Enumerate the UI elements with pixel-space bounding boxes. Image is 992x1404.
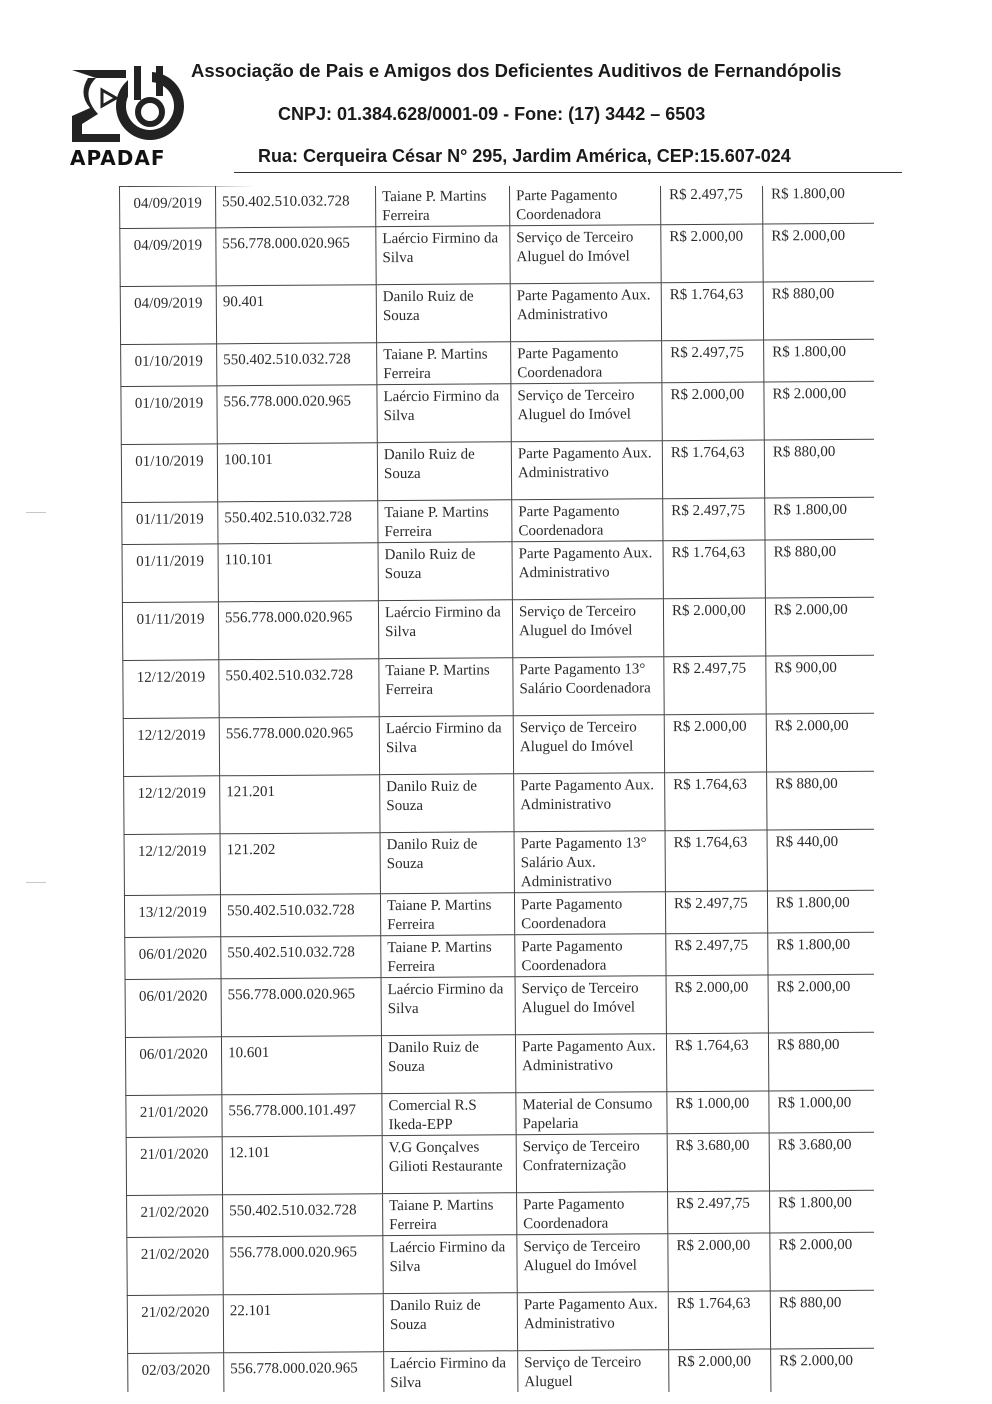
table-row [124, 890, 874, 937]
document-number-cell: 556.778.000.020.965 [218, 601, 378, 660]
document-number-cell: 121.201 [220, 775, 380, 834]
payee-name-cell: Laércio Firmino da Silva [379, 716, 513, 775]
table-row [125, 1032, 874, 1095]
total-amount-cell: R$ 2.497,75 [662, 340, 764, 383]
payee-name-cell: Laércio Firmino da Silva [378, 600, 512, 659]
payment-date-cell: 21/01/2020 [126, 1095, 222, 1138]
document-number-cell: 556.778.000.020.965 [217, 385, 377, 444]
document-number-cell: 121.202 [220, 833, 380, 895]
table-row [128, 1348, 874, 1392]
payment-date-cell: 01/11/2019 [122, 544, 218, 603]
payment-description-cell: Serviço de Terceiro Aluguel do Imóvel [511, 383, 662, 442]
paid-amount-cell: R$ 440,00 [767, 829, 874, 891]
document-number-cell: 556.778.000.101.497 [222, 1094, 382, 1137]
table-row [125, 932, 874, 979]
payment-description-cell: Serviço de Terceiro Aluguel do Imóvel [515, 976, 666, 1035]
total-amount-cell: R$ 1.764,63 [665, 830, 767, 892]
total-amount-cell: R$ 2.000,00 [668, 1233, 770, 1292]
total-amount-cell: R$ 2.497,75 [664, 656, 766, 715]
payment-date-cell: 04/09/2019 [120, 186, 216, 228]
scan-mark [26, 512, 46, 513]
paid-amount-cell: R$ 1.800,00 [768, 932, 874, 975]
payment-description-cell: Serviço de Terceiro Aluguel do Imóvel [510, 225, 661, 284]
payee-name-cell: V.G Gonçalves Gilioti Restaurante [382, 1135, 516, 1194]
document-number-cell: 100.101 [217, 443, 377, 502]
payee-name-cell: Laércio Firmino da Silva [376, 226, 510, 285]
payment-description-cell: Serviço de Terceiro Aluguel do Imóvel [517, 1234, 668, 1293]
payment-description-cell: Parte Pagamento Coordenadora [512, 499, 663, 542]
table-row [124, 829, 874, 895]
total-amount-cell: R$ 2.000,00 [663, 598, 765, 657]
payment-date-cell: 01/11/2019 [122, 502, 218, 545]
payee-name-cell: Laércio Firmino da Silva [381, 977, 515, 1036]
payment-date-cell: 21/02/2020 [127, 1295, 223, 1354]
table-row [121, 339, 874, 386]
payee-name-cell: Taiane P. Martins Ferreira [375, 186, 509, 227]
document-number-cell: 556.778.000.020.965 [223, 1236, 383, 1295]
payee-name-cell: Laércio Firmino da Silva [383, 1235, 517, 1294]
total-amount-cell: R$ 1.764,63 [662, 440, 764, 499]
document-number-cell: 550.402.510.032.728 [219, 659, 379, 718]
payment-date-cell: 12/12/2019 [123, 718, 219, 777]
table-row [127, 1290, 874, 1353]
payee-name-cell: Danilo Ruiz de Souza [383, 1293, 517, 1352]
paid-amount-cell: R$ 880,00 [770, 1290, 874, 1349]
paid-amount-cell: R$ 1.800,00 [762, 186, 874, 224]
paid-amount-cell: R$ 880,00 [767, 771, 874, 830]
paid-amount-cell: R$ 3.680,00 [769, 1132, 874, 1191]
payee-name-cell: Danilo Ruiz de Souza [380, 774, 514, 833]
total-amount-cell: R$ 2.000,00 [666, 975, 768, 1034]
total-amount-cell: R$ 1.000,00 [667, 1091, 769, 1134]
payment-date-cell: 13/12/2019 [124, 895, 220, 938]
payment-description-cell: Parte Pagamento Aux. Administrativo [511, 441, 662, 500]
payment-description-cell: Parte Pagamento Coordenadora [515, 934, 666, 977]
payment-date-cell: 01/10/2019 [121, 444, 217, 503]
paid-amount-cell: R$ 880,00 [764, 439, 874, 498]
payee-name-cell: Danilo Ruiz de Souza [381, 1035, 515, 1094]
payment-date-cell: 01/10/2019 [121, 344, 217, 387]
apadaf-logo-mark [68, 64, 186, 154]
logo-text: APADAF [70, 146, 166, 170]
document-number-cell: 110.101 [218, 543, 378, 602]
payment-date-cell: 06/01/2020 [125, 979, 221, 1038]
payment-date-cell: 04/09/2019 [120, 286, 216, 345]
paid-amount-cell: R$ 2.000,00 [764, 381, 874, 440]
total-amount-cell: R$ 1.764,63 [668, 1291, 770, 1350]
paid-amount-cell: R$ 880,00 [765, 539, 874, 598]
table-row [123, 655, 874, 718]
payment-date-cell: 12/12/2019 [124, 834, 220, 896]
document-number-cell: 90.401 [216, 285, 376, 344]
table-row [127, 1190, 874, 1237]
paid-amount-cell: R$ 880,00 [768, 1032, 874, 1091]
paid-amount-cell: R$ 2.000,00 [768, 974, 874, 1033]
total-amount-cell: R$ 2.497,75 [665, 891, 767, 934]
total-amount-cell: R$ 2.497,75 [668, 1191, 770, 1234]
paid-amount-cell: R$ 2.000,00 [766, 713, 874, 772]
paid-amount-cell: R$ 880,00 [763, 281, 874, 340]
payee-name-cell: Taiane P. Martins Ferreira [381, 935, 515, 978]
document-number-cell: 550.402.510.032.728 [220, 894, 380, 937]
table-row [126, 1132, 874, 1195]
document-number-cell: 550.402.510.032.728 [223, 1194, 383, 1237]
apadaf-logo [68, 64, 186, 174]
table-row [120, 223, 874, 286]
payee-name-cell: Laércio Firmino da Silva [377, 384, 511, 443]
paid-amount-cell: R$ 2.000,00 [765, 597, 874, 656]
paid-amount-cell: R$ 2.000,00 [770, 1232, 874, 1291]
table-row [123, 713, 874, 776]
total-amount-cell: R$ 2.000,00 [669, 1349, 771, 1392]
payment-description-cell: Material de Consumo Papelaria [516, 1092, 667, 1135]
payment-date-cell: 01/10/2019 [121, 386, 217, 445]
payment-date-cell: 06/01/2020 [125, 1037, 221, 1096]
payee-name-cell: Taiane P. Martins Ferreira [379, 658, 513, 717]
payee-name-cell: Danilo Ruiz de Souza [377, 442, 511, 501]
payee-name-cell: Danilo Ruiz de Souza [380, 832, 514, 894]
document-number-cell: 556.778.000.020.965 [224, 1352, 384, 1392]
table-row [122, 597, 874, 660]
table-row [121, 381, 874, 444]
payee-name-cell: Danilo Ruiz de Souza [378, 542, 512, 601]
paid-amount-cell: R$ 1.000,00 [769, 1090, 874, 1133]
organization-name: Associação de Pais e Amigos dos Deficientes Auditivos de Fernandópolis [191, 60, 842, 81]
total-amount-cell: R$ 2.000,00 [662, 382, 764, 441]
total-amount-cell: R$ 1.764,63 [663, 540, 765, 599]
payment-date-cell: 06/01/2020 [125, 937, 221, 980]
table-row [121, 439, 874, 502]
payment-description-cell: Serviço de Terceiro Aluguel do Imóvel [513, 715, 664, 774]
payment-description-cell: Serviço de Terceiro Confraternização [516, 1134, 667, 1193]
payee-name-cell: Taiane P. Martins Ferreira [378, 500, 512, 543]
table-row [125, 974, 874, 1037]
document-number-cell: 12.101 [222, 1136, 382, 1195]
payments-table [119, 186, 874, 1392]
table-row [120, 186, 874, 228]
payment-date-cell: 01/11/2019 [122, 602, 218, 661]
payment-date-cell: 12/12/2019 [123, 660, 219, 719]
total-amount-cell: R$ 2.000,00 [664, 714, 766, 773]
payment-description-cell: Parte Pagamento Coordenadora [514, 892, 665, 935]
payment-description-cell: Parte Pagamento Aux. Administrativo [512, 541, 663, 600]
total-amount-cell: R$ 1.764,63 [666, 1033, 768, 1092]
total-amount-cell: R$ 2.497,75 [663, 498, 765, 541]
document-number-cell: 550.402.510.032.728 [218, 501, 378, 544]
table-row [127, 1232, 874, 1295]
payments-table-wrapper [119, 186, 874, 1392]
payment-description-cell: Parte Pagamento Aux. Administrativo [510, 283, 661, 342]
payment-date-cell: 21/01/2020 [126, 1137, 222, 1196]
total-amount-cell: R$ 2.000,00 [661, 224, 763, 283]
document-number-cell: 22.101 [223, 1294, 383, 1353]
payment-date-cell: 21/02/2020 [127, 1237, 223, 1296]
paid-amount-cell: R$ 1.800,00 [765, 497, 874, 540]
table-row [120, 281, 874, 344]
payee-name-cell: Laércio Firmino da Silva [384, 1351, 518, 1392]
total-amount-cell: R$ 1.764,63 [661, 282, 763, 341]
table-row [122, 539, 874, 602]
paid-amount-cell: R$ 1.800,00 [770, 1190, 874, 1233]
payment-description-cell: Parte Pagamento Coordenadora [517, 1192, 668, 1235]
total-amount-cell: R$ 2.497,75 [660, 186, 762, 225]
payee-name-cell: Danilo Ruiz de Souza [376, 284, 510, 343]
table-row [126, 1090, 874, 1137]
document-number-cell: 550.402.510.032.728 [221, 936, 381, 979]
table-row [124, 771, 874, 834]
payment-date-cell: 21/02/2020 [127, 1195, 223, 1238]
document-number-cell: 550.402.510.032.728 [217, 343, 377, 386]
paid-amount-cell: R$ 1.800,00 [767, 890, 874, 933]
payee-name-cell: Taiane P. Martins Ferreira [377, 342, 511, 385]
payment-description-cell: Serviço de Terceiro Aluguel [518, 1350, 669, 1392]
payment-description-cell: Parte Pagamento Aux. Administrativo [515, 1034, 666, 1093]
header-divider [234, 172, 902, 173]
address-line: Rua: Cerqueira César N° 295, Jardim América, CEP:15.607-024 [258, 146, 791, 166]
document-number-cell: 10.601 [221, 1036, 381, 1095]
paid-amount-cell: R$ 2.000,00 [771, 1348, 874, 1392]
document-number-cell: 556.778.000.020.965 [216, 227, 376, 286]
scan-mark [26, 882, 46, 883]
total-amount-cell: R$ 3.680,00 [667, 1133, 769, 1192]
payment-description-cell: Parte Pagamento 13° Salário Coordenadora [513, 657, 664, 716]
payment-description-cell: Parte Pagamento Aux. Administrativo [517, 1292, 668, 1351]
paid-amount-cell: R$ 900,00 [766, 655, 874, 714]
total-amount-cell: R$ 1.764,63 [665, 772, 767, 831]
payment-description-cell: Parte Pagamento Coordenadora [511, 341, 662, 384]
payment-date-cell: 12/12/2019 [124, 776, 220, 835]
payment-date-cell: 04/09/2019 [120, 228, 216, 287]
payment-description-cell: Serviço de Terceiro Aluguel do Imóvel [512, 599, 663, 658]
paid-amount-cell: R$ 2.000,00 [763, 223, 874, 282]
document-number-cell: 556.778.000.020.965 [219, 717, 379, 776]
document-number-cell: 550.402.510.032.728 [216, 186, 376, 228]
payment-description-cell: Parte Pagamento Aux. Administrativo [514, 773, 665, 832]
payments-table-body [120, 186, 874, 1392]
payee-name-cell: Taiane P. Martins Ferreira [383, 1193, 517, 1236]
document-number-cell: 556.778.000.020.965 [221, 978, 381, 1037]
total-amount-cell: R$ 2.497,75 [666, 933, 768, 976]
payment-description-cell: Parte Pagamento Coordenadora [509, 186, 660, 226]
payee-name-cell: Taiane P. Martins Ferreira [380, 893, 514, 936]
cnpj-phone-line: CNPJ: 01.384.628/0001-09 - Fone: (17) 3442 – 6503 [278, 104, 706, 124]
paid-amount-cell: R$ 1.800,00 [764, 339, 874, 382]
payment-date-cell: 02/03/2020 [128, 1353, 224, 1392]
payee-name-cell: Comercial R.S Ikeda-EPP [382, 1093, 516, 1136]
table-row [122, 497, 874, 544]
payment-description-cell: Parte Pagamento 13° Salário Aux. Administrativo [514, 831, 665, 893]
